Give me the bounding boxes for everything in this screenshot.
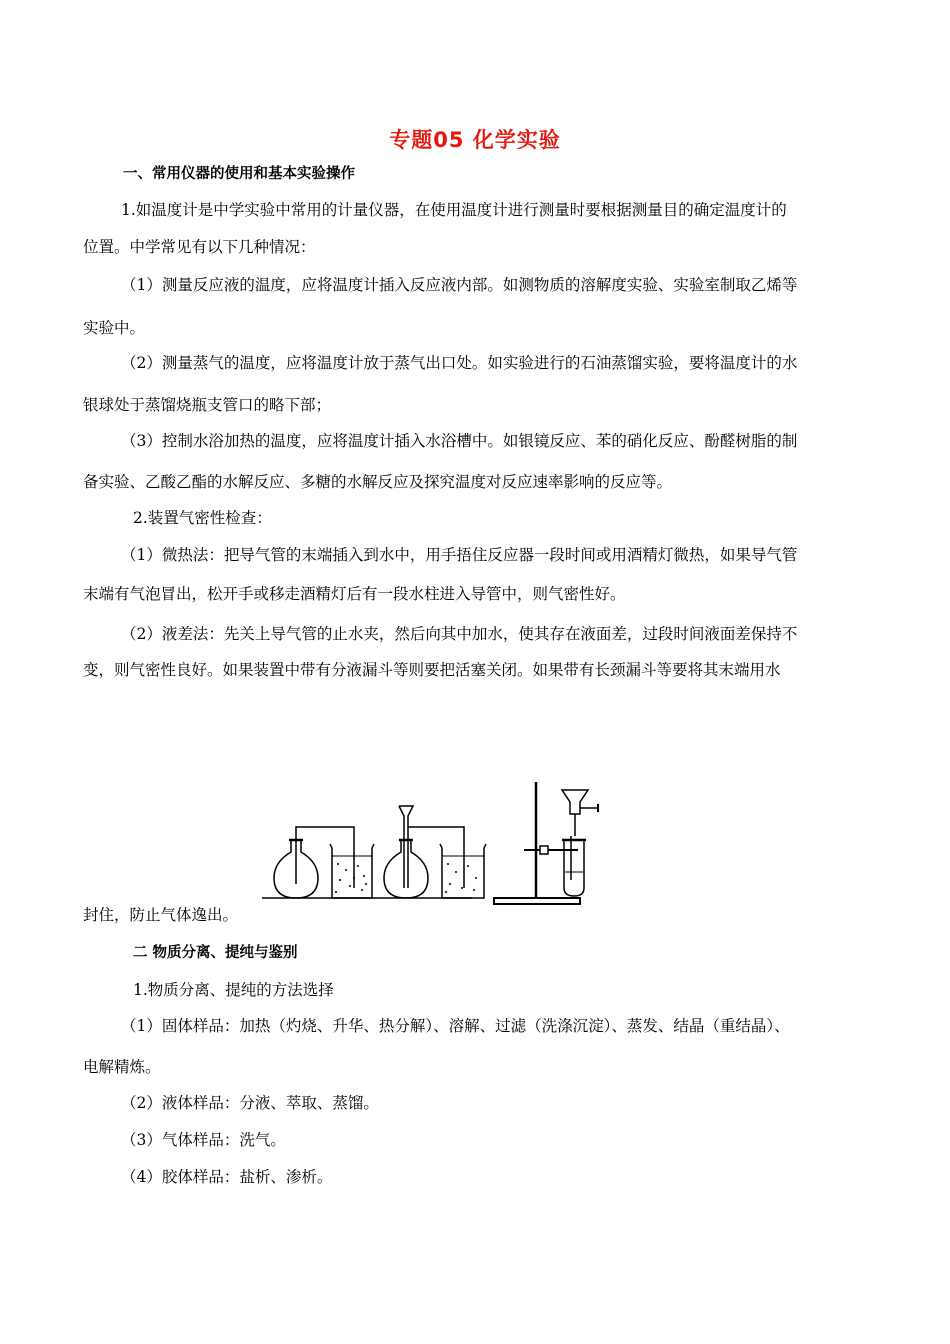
paragraph-line: 1.物质分离、提纯的方法选择 [133, 981, 334, 999]
iron-stand-icon [494, 782, 598, 904]
flask-icon [274, 827, 354, 898]
paragraph-line: 银球处于蒸馏烧瓶支管口的略下部； [83, 396, 332, 414]
paragraph-line: （2）测量蒸气的温度，应将温度计放于蒸气出口处。如实验进行的石油蒸馏实验，要将温度计的水 [121, 354, 798, 372]
section-heading-2: 二 物质分离、提纯与鉴别 [133, 945, 298, 961]
beaker-icon [330, 844, 374, 898]
paragraph-line: （2）液差法：先关上导气管的止水夹，然后向其中加水，使其存在液面差，过段时间液面差保持不 [121, 625, 798, 643]
paragraph-line: 变，则气密性良好。如果装置中带有分液漏斗等则要把活塞关闭。如果带有长颈漏斗等要将其末端用水 [83, 661, 781, 679]
paragraph-line: 2.装置气密性检查： [133, 509, 272, 527]
paragraph-line: （3）气体样品：洗气。 [121, 1131, 286, 1149]
paragraph-line: 实验中。 [83, 319, 146, 337]
paragraph-line: 封住，防止气体逸出。 [83, 906, 239, 924]
apparatus-figure [262, 780, 622, 905]
paragraph-line: （2）液体样品：分液、萃取、蒸馏。 [121, 1094, 379, 1112]
paragraph-line: （1）微热法：把导气管的末端插入到水中，用手捂住反应器一段时间或用酒精灯微热，如果导气管 [121, 546, 798, 564]
paragraph-line: 末端有气泡冒出，松开手或移走酒精灯后有一段水柱进入导管中，则气密性好。 [83, 585, 626, 603]
flask-with-funnel-icon [384, 806, 464, 898]
section-heading-1: 一、常用仪器的使用和基本实验操作 [123, 166, 355, 182]
paragraph-line: 备实验、乙酸乙酯的水解反应、多糖的水解反应及探究温度对反应速率影响的反应等。 [83, 473, 673, 491]
beaker-icon [440, 844, 486, 898]
paragraph-line: 1.如温度计是中学实验中常用的计量仪器，在使用温度计进行测量时要根据测量目的确定温度计的 [121, 201, 787, 219]
paragraph-line: 电解精炼。 [83, 1058, 161, 1076]
paragraph-line: （1）固体样品：加热（灼烧、升华、热分解）、溶解、过滤（洗涤沉淀）、蒸发、结晶（重结晶）、 [121, 1017, 790, 1035]
paragraph-line: （1）测量反应液的温度，应将温度计插入反应液内部。如测物质的溶解度实验、实验室制取乙烯等 [121, 276, 798, 294]
paragraph-line: （3）控制水浴加热的温度，应将温度计插入水浴槽中。如银镜反应、苯的硝化反应、酚醛树脂的制 [121, 432, 798, 450]
paragraph-line: 位置。中学常见有以下几种情况： [83, 238, 316, 256]
page-title: 专题05 化学实验 [389, 128, 561, 152]
paragraph-line: （4）胶体样品：盐析、渗析。 [121, 1168, 333, 1186]
